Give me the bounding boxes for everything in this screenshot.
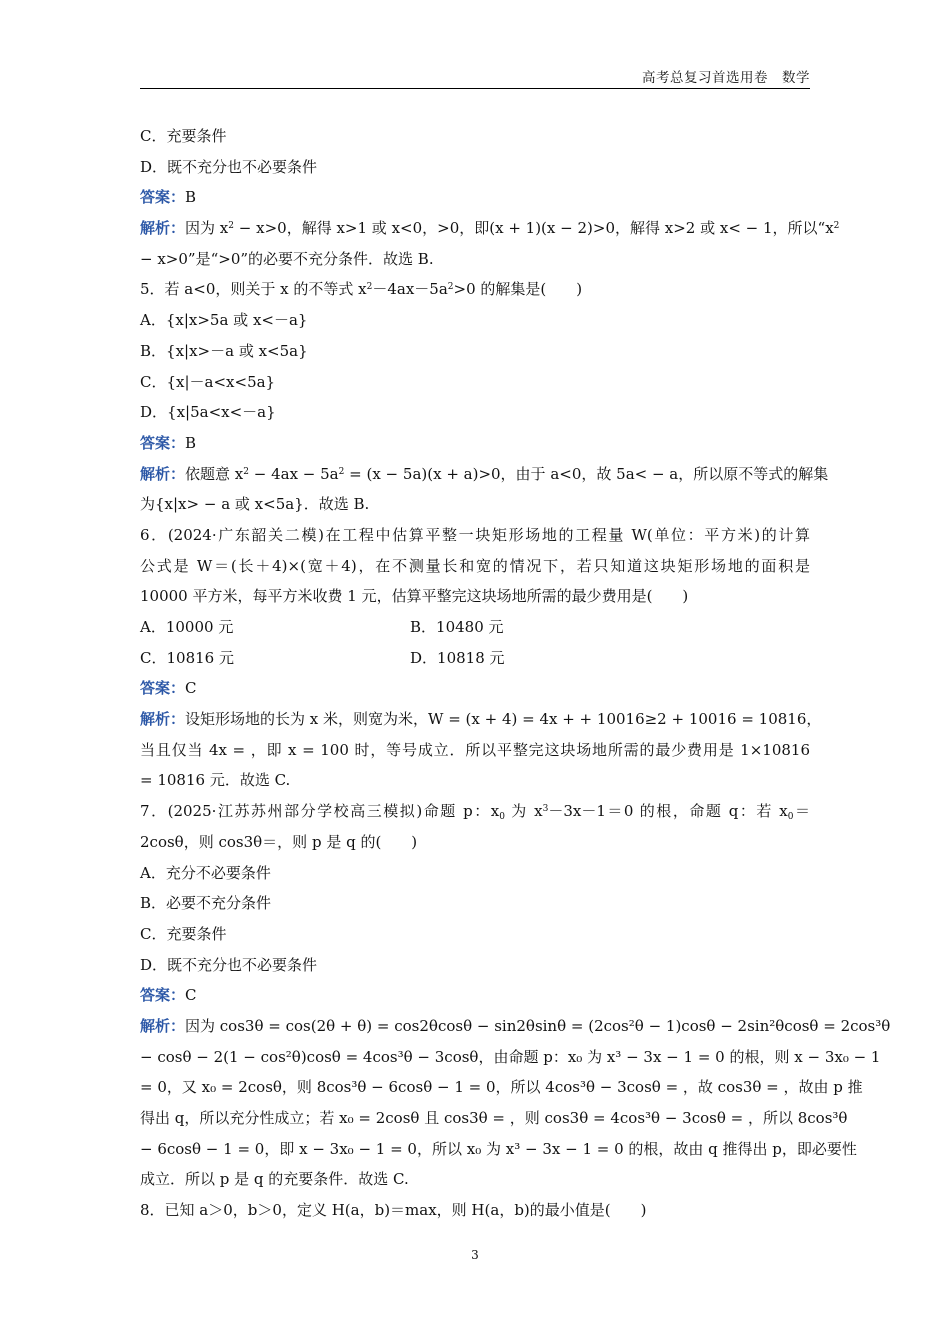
q6-option-d: D．10818 元: [410, 648, 505, 667]
q5-stem: 5．若 a<0，则关于 x 的不等式 $x^2-4ax-5a^2>0$ 的解集是( ): [140, 280, 583, 299]
q5-answer: [140, 428, 810, 459]
q6-analysis-line: 当且仅当 4x = ，即 x = 100 时，等号成立．所以平整完这块场地所需的最少费用是 1×10816: [140, 740, 810, 759]
q5-analysis-line: 为{x|x> − a 或 x<5a}．故选 B.: [140, 495, 370, 514]
q7-option-c: C．充要条件: [140, 924, 227, 943]
page-content: [140, 121, 891, 1226]
analysis-label: 解析：: [140, 710, 186, 729]
answer-label: 答案：: [140, 188, 186, 207]
q6-stem-line: 10000 平方米，每平方米收费 1 元，估算平整完这块场地所需的最少费用是( ): [140, 587, 689, 606]
q4-option-c: C．充要条件: [140, 127, 227, 145]
q6-option-a: A．10000 元: [140, 618, 234, 636]
q4-analysis-line: 解析：因为 $x^2 - x>0$，解得 x>1 或 x<0，>0，即(x + 1)(x − 2)>0，解得 x>2 或 x< − 1，所以“$x^2$: [140, 219, 840, 238]
q5-option-a: A．{x|x>5a 或 x<－a}: [140, 311, 308, 330]
page-header: [140, 64, 810, 86]
q7-analysis-line: − cosθ − 2(1 − cos²θ)cosθ = 4cos³θ − 3cosθ，由命题 p：x₀ 为 x³ − 3x − 1 = 0 的根，则 x − 3x₀ − 1: [140, 1047, 881, 1066]
analysis-label: 解析：: [140, 464, 186, 483]
header-rule: [140, 88, 810, 89]
q6-answer: [140, 673, 810, 704]
q6-options-row: [140, 643, 810, 674]
answer-value: C: [185, 679, 197, 698]
q7-option-d: D．既不充分也不必要条件: [140, 955, 318, 974]
q5-option-b: B．{x|x>－a 或 x<5a}: [140, 341, 308, 360]
page-number: 3: [471, 1248, 479, 1262]
q7-stem-line: 2cosθ，则 cos3θ＝，则 p 是 q 的( ): [140, 832, 418, 851]
answer-label: 答案：: [140, 433, 186, 452]
q5-option-c: C．{x|－a<x<5a}: [140, 372, 276, 391]
analysis-label: 解析：: [140, 1016, 186, 1035]
q7-analysis-line: = 0，又 x₀ = 2cosθ，则 8cos³θ − 6cosθ − 1 = 0，所以 4cos³θ − 3cosθ = ，故 cos3θ = ，故由 p 推: [140, 1078, 863, 1097]
q6-option-b: B．10480 元: [410, 618, 504, 636]
q7-answer: [140, 980, 810, 1011]
answer-value: B: [185, 188, 197, 207]
q4-answer: [140, 182, 810, 213]
q7-stem-line: 7．(2025·江苏苏州部分学校高三模拟)命题 p：$x_0$ 为 $x^3-3x-1=0$ 的根，命题 q：若 $x_0=$: [140, 802, 810, 823]
q8-stem: 8．已知 a＞0，b＞0，定义 H(a，b)＝max，则 H(a，b)的最小值是( ): [140, 1201, 647, 1220]
q6-stem-line: 公式是 W＝(长＋4)×(宽＋4)，在不测量长和宽的情况下，若只知道这块矩形场地的面积是: [140, 556, 810, 575]
analysis-label: 解析：: [140, 219, 186, 238]
q6-options-row: [140, 612, 810, 643]
q5-option-d: D．{x|5a<x<－a}: [140, 403, 276, 422]
q7-analysis-line: 得出 q，所以充分性成立；若 x₀ = 2cosθ 且 cos3θ = ，则 cos3θ = 4cos³θ − 3cosθ = ，所以 8cos³θ: [140, 1109, 848, 1127]
q6-analysis-line: = 10816 元．故选 C.: [140, 771, 291, 790]
q4-analysis-line: − x>0”是“>0”的必要不充分条件．故选 B.: [140, 249, 434, 268]
answer-label: 答案：: [140, 986, 186, 1005]
q7-analysis-line: 成立．所以 p 是 q 的充要条件．故选 C.: [140, 1170, 409, 1189]
q6-analysis-line: 解析：设矩形场地的长为 x 米，则宽为米，W = (x + 4) = 4x + + 10016≥2 + 10016 = 10816，: [140, 710, 822, 729]
q7-option-a: A．充分不必要条件: [140, 863, 271, 882]
q7-analysis-line: − 6cosθ − 1 = 0，即 x − 3x₀ − 1 = 0，所以 x₀ 为 x³ − 3x − 1 = 0 的根，故由 q 推得出 p，即必要性: [140, 1139, 857, 1158]
answer-value: C: [185, 986, 197, 1005]
q5-analysis-line: 解析：依题意 $x^2 - 4ax - 5a^2 = (x - 5a)(x + a)>0$，由于 a<0，故 5a< − a，所以原不等式的解集: [140, 464, 829, 483]
q7-analysis-line: 解析：因为 cos3θ = cos(2θ + θ) = cos2θcosθ − sin2θsinθ = (2cos²θ − 1)cosθ − 2sin²θcosθ = 2cos³θ: [140, 1016, 891, 1035]
q4-option-d: D．既不充分也不必要条件: [140, 157, 318, 176]
answer-label: 答案：: [140, 679, 186, 698]
q7-option-b: B．必要不充分条件: [140, 894, 272, 913]
answer-value: B: [185, 433, 197, 452]
q6-stem-line: 6．(2024·广东韶关二模)在工程中估算平整一块矩形场地的工程量 W(单位：平方米)的计算: [140, 525, 810, 544]
q6-option-c: C．10816 元: [140, 648, 234, 667]
header-title: 高考总复习首选用卷 数学: [642, 70, 810, 86]
